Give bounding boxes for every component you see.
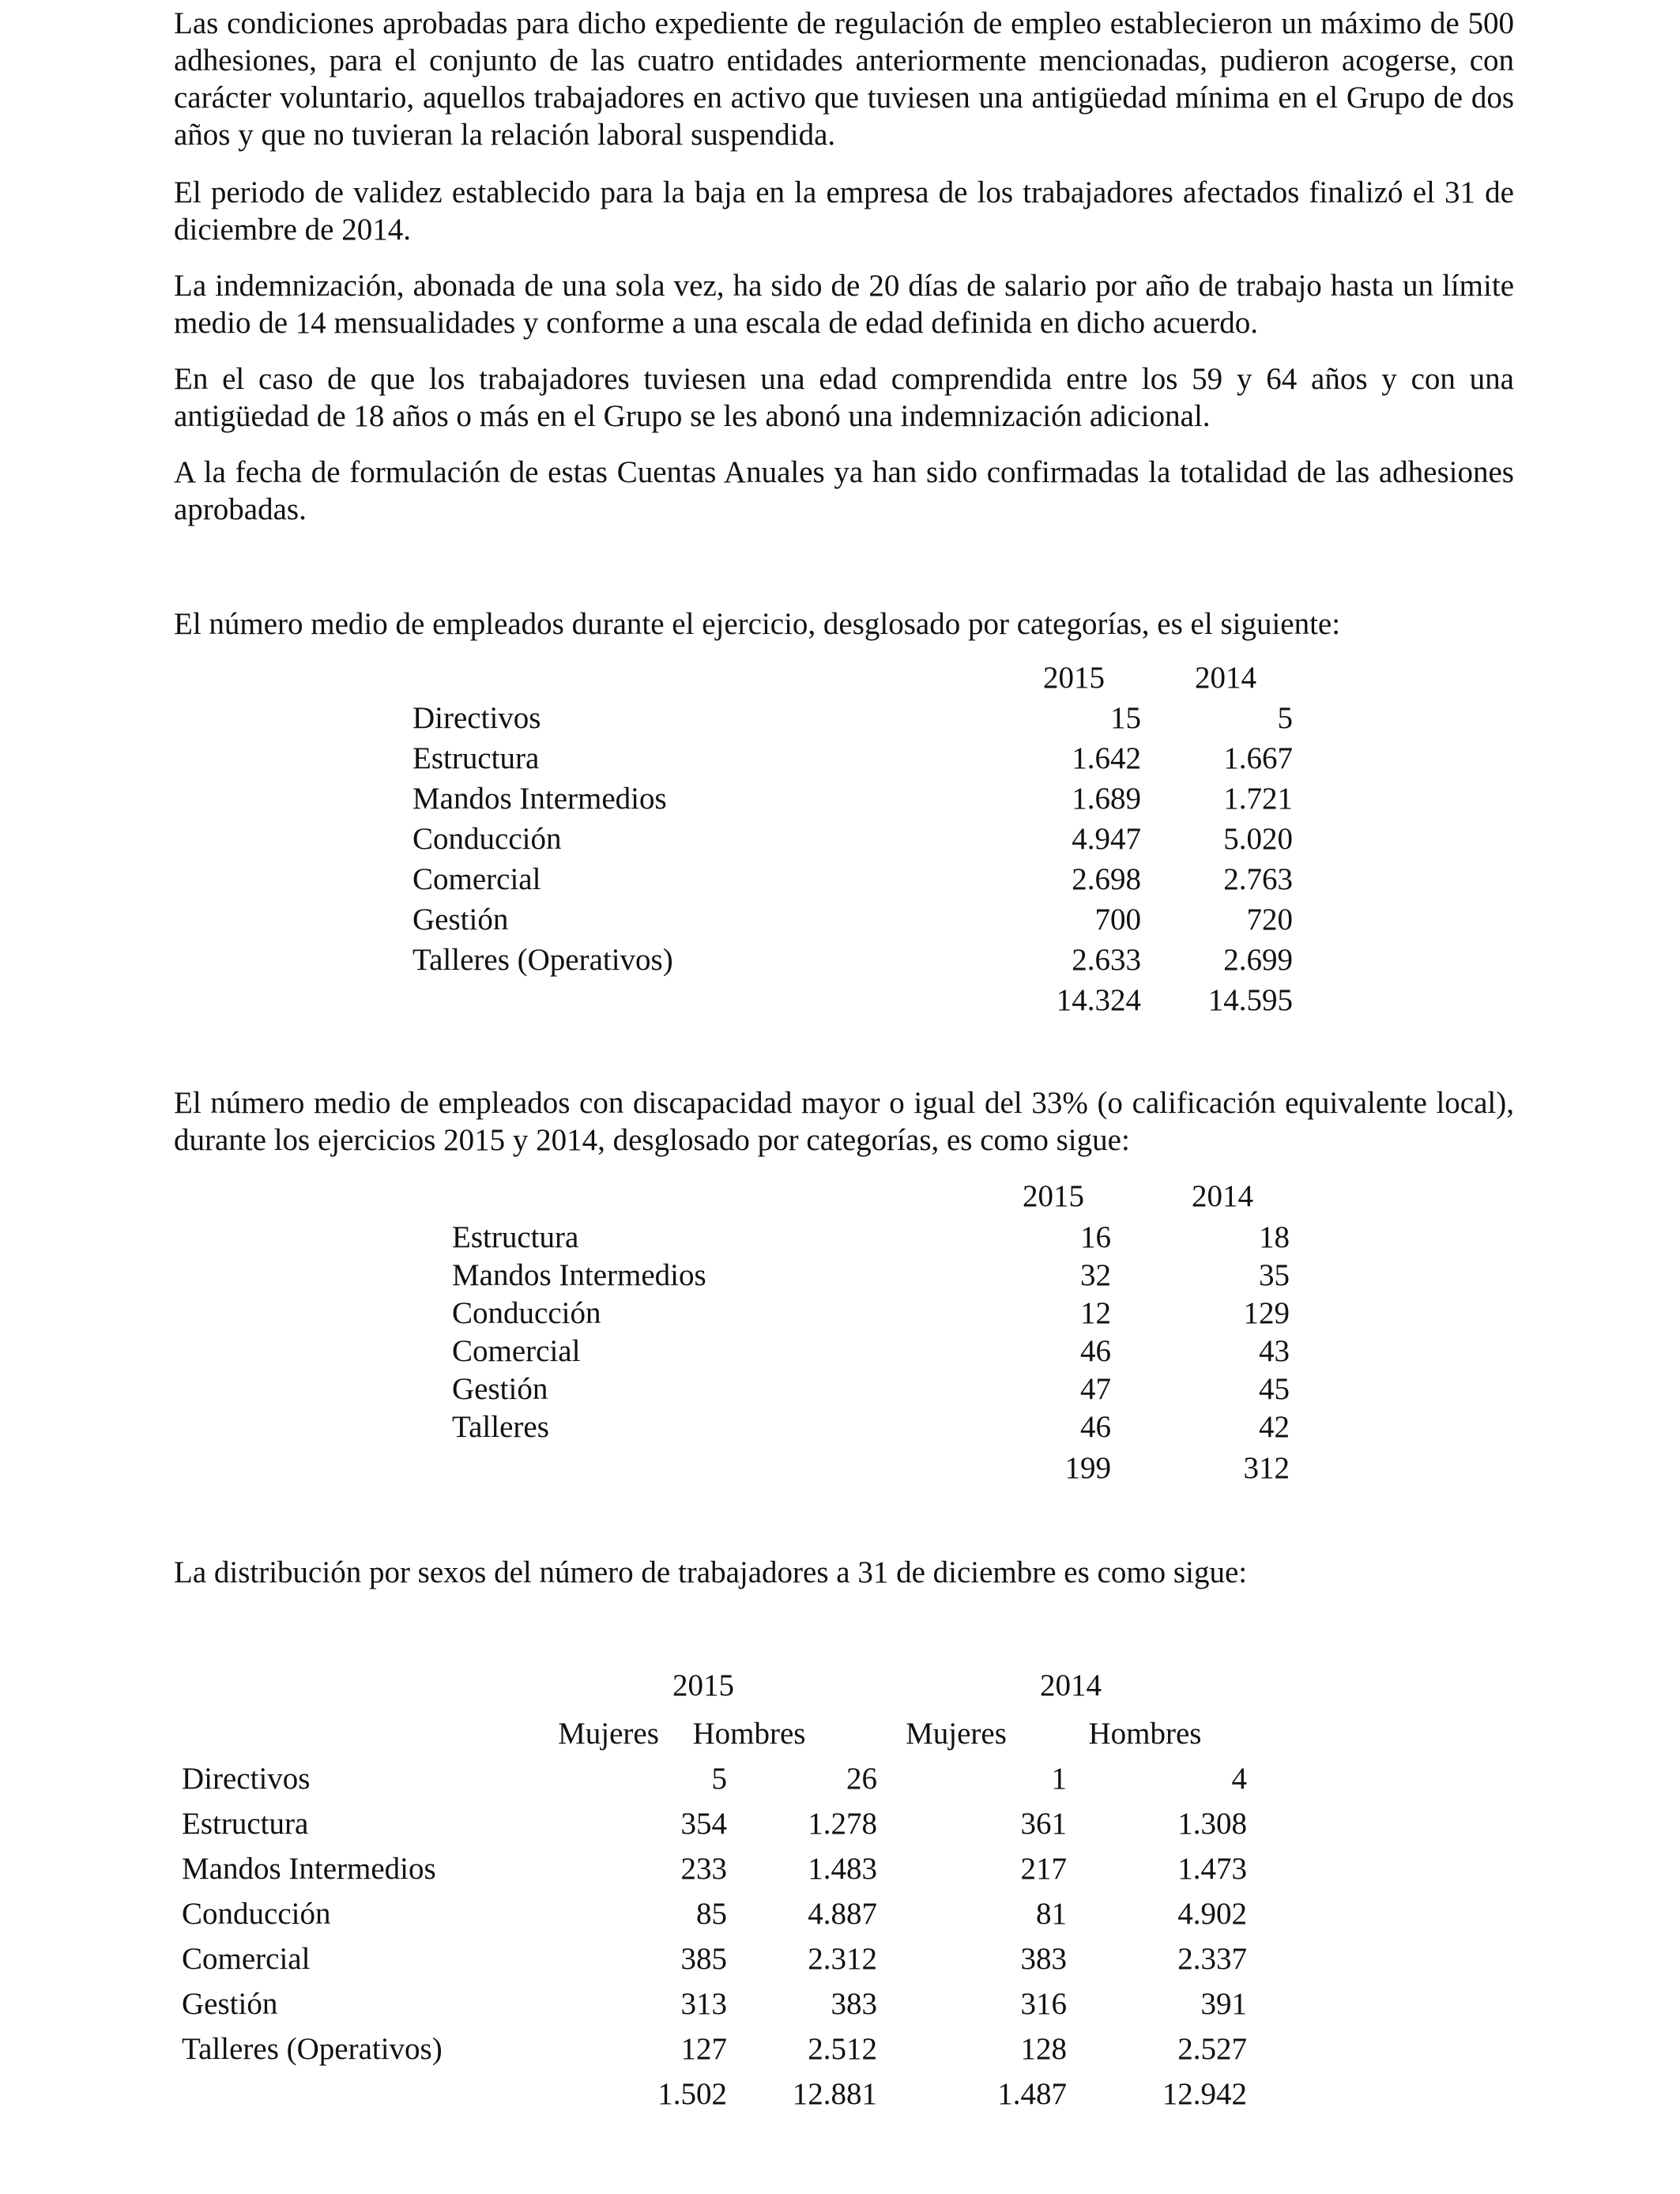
value-2014: 129 (1243, 1296, 1290, 1330)
value-2015: 700 (1094, 903, 1141, 937)
men-2015: 4.887 (808, 1897, 877, 1931)
value-2015: 2.698 (1072, 862, 1141, 896)
row-label: Mandos Intermedios (452, 1258, 706, 1292)
row-label: Estructura (182, 1807, 309, 1841)
table-year-header-row (182, 1663, 1288, 1711)
avg-employees-table (412, 658, 1293, 1020)
row-label: Estructura (412, 741, 540, 775)
row-label: Conducción (182, 1897, 331, 1931)
subheader-men-2015: Hombres (692, 1717, 806, 1751)
table-row (452, 1370, 1321, 1408)
table-row (452, 1333, 1321, 1370)
total-2015: 199 (1064, 1451, 1111, 1485)
men-2015: 1.483 (808, 1852, 877, 1886)
table-row (412, 899, 1293, 940)
table-row (412, 819, 1293, 859)
women-2015: 354 (680, 1807, 727, 1841)
men-2014: 1.473 (1177, 1852, 1247, 1886)
disability-intro: El número medio de empleados con discapacidad mayor o igual del 33% (o calificación equivalente local), durante los ejercicios 2015 y 2014, desglosado por categorías, es como sigue: (174, 1086, 1514, 1157)
value-2015: 47 (1080, 1372, 1111, 1406)
column-header-2014: 2014 (1195, 661, 1256, 695)
men-2015: 26 (846, 1762, 877, 1796)
women-2015: 385 (680, 1942, 727, 1976)
men-2015: 1.278 (808, 1807, 877, 1841)
women-2015: 233 (680, 1852, 727, 1886)
row-label: Conducción (452, 1296, 601, 1330)
women-2015: 313 (680, 1987, 727, 2021)
column-header-2015: 2015 (1043, 661, 1105, 695)
total-2014: 14.595 (1207, 983, 1293, 1017)
subheader-women-2015: Mujeres (558, 1717, 659, 1751)
table-header-row (452, 1178, 1321, 1219)
table-total-row (412, 980, 1293, 1020)
value-2014: 720 (1246, 903, 1293, 937)
total-men-2014: 12.942 (1162, 2077, 1247, 2111)
women-2014: 217 (1020, 1852, 1067, 1886)
men-2014: 1.308 (1177, 1807, 1247, 1841)
row-label: Talleres (Operativos) (412, 943, 673, 977)
gender-intro: La distribución por sexos del número de trabajadores a 31 de diciembre es como sigue: (174, 1555, 1248, 1589)
men-2014: 2.527 (1177, 2032, 1247, 2066)
table-row (412, 738, 1293, 778)
men-2015: 2.312 (808, 1942, 877, 1976)
table-total-row (182, 2071, 1288, 2117)
row-label: Gestión (182, 1987, 278, 2021)
women-2014: 1 (1051, 1762, 1067, 1796)
table-row (412, 698, 1293, 738)
total-women-2015: 1.502 (657, 2077, 727, 2111)
row-label: Comercial (412, 862, 541, 896)
women-2014: 383 (1020, 1942, 1067, 1976)
avg-employees-intro: El número medio de empleados durante el ejercicio, desglosado por categorías, es el siguiente: (174, 607, 1341, 641)
table-row (182, 1801, 1288, 1846)
row-label: Directivos (412, 701, 541, 735)
paragraph-indemnity: La indemnización, abonada de una sola vez, ha sido de 20 días de salario por año de trabajo hasta un límite medio de 14 mensualidades y conforme a una escala de edad definida en dicho acuerdo. (174, 269, 1514, 340)
table-row (452, 1295, 1321, 1333)
value-2015: 4.947 (1072, 822, 1141, 856)
men-2014: 391 (1200, 1987, 1247, 2021)
row-label: Directivos (182, 1762, 311, 1796)
disability-table (452, 1178, 1321, 1487)
women-2014: 128 (1020, 2032, 1067, 2066)
table-total-row (452, 1449, 1321, 1487)
value-2014: 42 (1259, 1410, 1290, 1444)
paragraph-additional-indemnity: En el caso de que los trabajadores tuviesen una edad comprendida entre los 59 y 64 años y con una antigüedad de 18 años o más en el Grupo se les abonó una indemnización adicional. (174, 362, 1514, 433)
value-2015: 1.689 (1072, 782, 1141, 816)
women-2015: 85 (696, 1897, 727, 1931)
value-2014: 43 (1259, 1334, 1290, 1368)
table-row (452, 1257, 1321, 1295)
row-label: Conducción (412, 822, 562, 856)
table-row (182, 2026, 1288, 2071)
table-row (452, 1408, 1321, 1449)
subheader-men-2014: Hombres (1088, 1717, 1202, 1751)
column-header-2015: 2015 (1023, 1179, 1084, 1213)
year-header-2015: 2015 (672, 1668, 734, 1702)
year-header-2014: 2014 (1040, 1668, 1102, 1702)
table-row (412, 940, 1293, 980)
table-row (412, 778, 1293, 819)
row-label: Mandos Intermedios (182, 1852, 436, 1886)
row-label: Comercial (182, 1942, 311, 1976)
value-2015: 2.633 (1072, 943, 1141, 977)
value-2014: 35 (1259, 1258, 1290, 1292)
row-label: Estructura (452, 1220, 579, 1254)
table-header-row (412, 658, 1282, 698)
women-2015: 5 (711, 1762, 727, 1796)
men-2015: 383 (831, 1987, 877, 2021)
men-2015: 2.512 (808, 2032, 877, 2066)
paragraph-adhesions-confirmed: A la fecha de formulación de estas Cuentas Anuales ya han sido confirmadas la totalidad de las adhesiones aprobadas. (174, 455, 1514, 526)
value-2014: 2.763 (1223, 862, 1293, 896)
women-2014: 81 (1036, 1897, 1067, 1931)
table-row (452, 1219, 1321, 1257)
total-2015: 14.324 (1056, 983, 1141, 1017)
column-header-2014: 2014 (1192, 1179, 1253, 1213)
row-label: Talleres (Operativos) (182, 2032, 443, 2066)
value-2015: 46 (1080, 1410, 1111, 1444)
gender-table (182, 1663, 1288, 2117)
subheader-women-2014: Mujeres (906, 1717, 1007, 1751)
row-label: Talleres (452, 1410, 549, 1444)
value-2014: 1.721 (1223, 782, 1293, 816)
women-2014: 316 (1020, 1987, 1067, 2021)
table-row (182, 1891, 1288, 1936)
value-2014: 2.699 (1223, 943, 1293, 977)
row-label: Gestión (412, 903, 509, 937)
women-2014: 361 (1020, 1807, 1067, 1841)
value-2015: 16 (1080, 1220, 1111, 1254)
table-row (182, 1981, 1288, 2026)
value-2015: 1.642 (1072, 741, 1141, 775)
row-label: Comercial (452, 1334, 581, 1368)
table-row (182, 1936, 1288, 1981)
value-2014: 1.667 (1223, 741, 1293, 775)
men-2014: 2.337 (1177, 1942, 1247, 1976)
value-2014: 18 (1259, 1220, 1290, 1254)
value-2015: 12 (1080, 1296, 1111, 1330)
value-2015: 15 (1110, 701, 1141, 735)
value-2014: 45 (1259, 1372, 1290, 1406)
table-row (412, 859, 1293, 899)
row-label: Mandos Intermedios (412, 782, 667, 816)
men-2014: 4 (1231, 1762, 1247, 1796)
women-2015: 127 (680, 2032, 727, 2066)
paragraph-validity-period: El periodo de validez establecido para la baja en la empresa de los trabajadores afectados finalizó el 31 de diciembre de 2014. (174, 175, 1514, 247)
value-2015: 32 (1080, 1258, 1111, 1292)
paragraph-ere-conditions: Las condiciones aprobadas para dicho expediente de regulación de empleo establecieron un máximo de 500 adhesiones, para el conjunto de las cuatro entidades anteriormente mencionadas, pudieron acogerse, con carácter voluntario, aquellos trabajadores en activo que tuviesen una antigüedad mínima en el Grupo de dos años y que no tuvieran la relación laboral suspendida. (174, 6, 1514, 152)
total-men-2015: 12.881 (792, 2077, 877, 2111)
total-2014: 312 (1243, 1451, 1290, 1485)
table-row (182, 1846, 1288, 1891)
row-label: Gestión (452, 1372, 548, 1406)
value-2014: 5 (1277, 701, 1293, 735)
value-2014: 5.020 (1223, 822, 1293, 856)
total-women-2014: 1.487 (997, 2077, 1067, 2111)
table-row (182, 1756, 1288, 1801)
men-2014: 4.902 (1177, 1897, 1247, 1931)
value-2015: 46 (1080, 1334, 1111, 1368)
